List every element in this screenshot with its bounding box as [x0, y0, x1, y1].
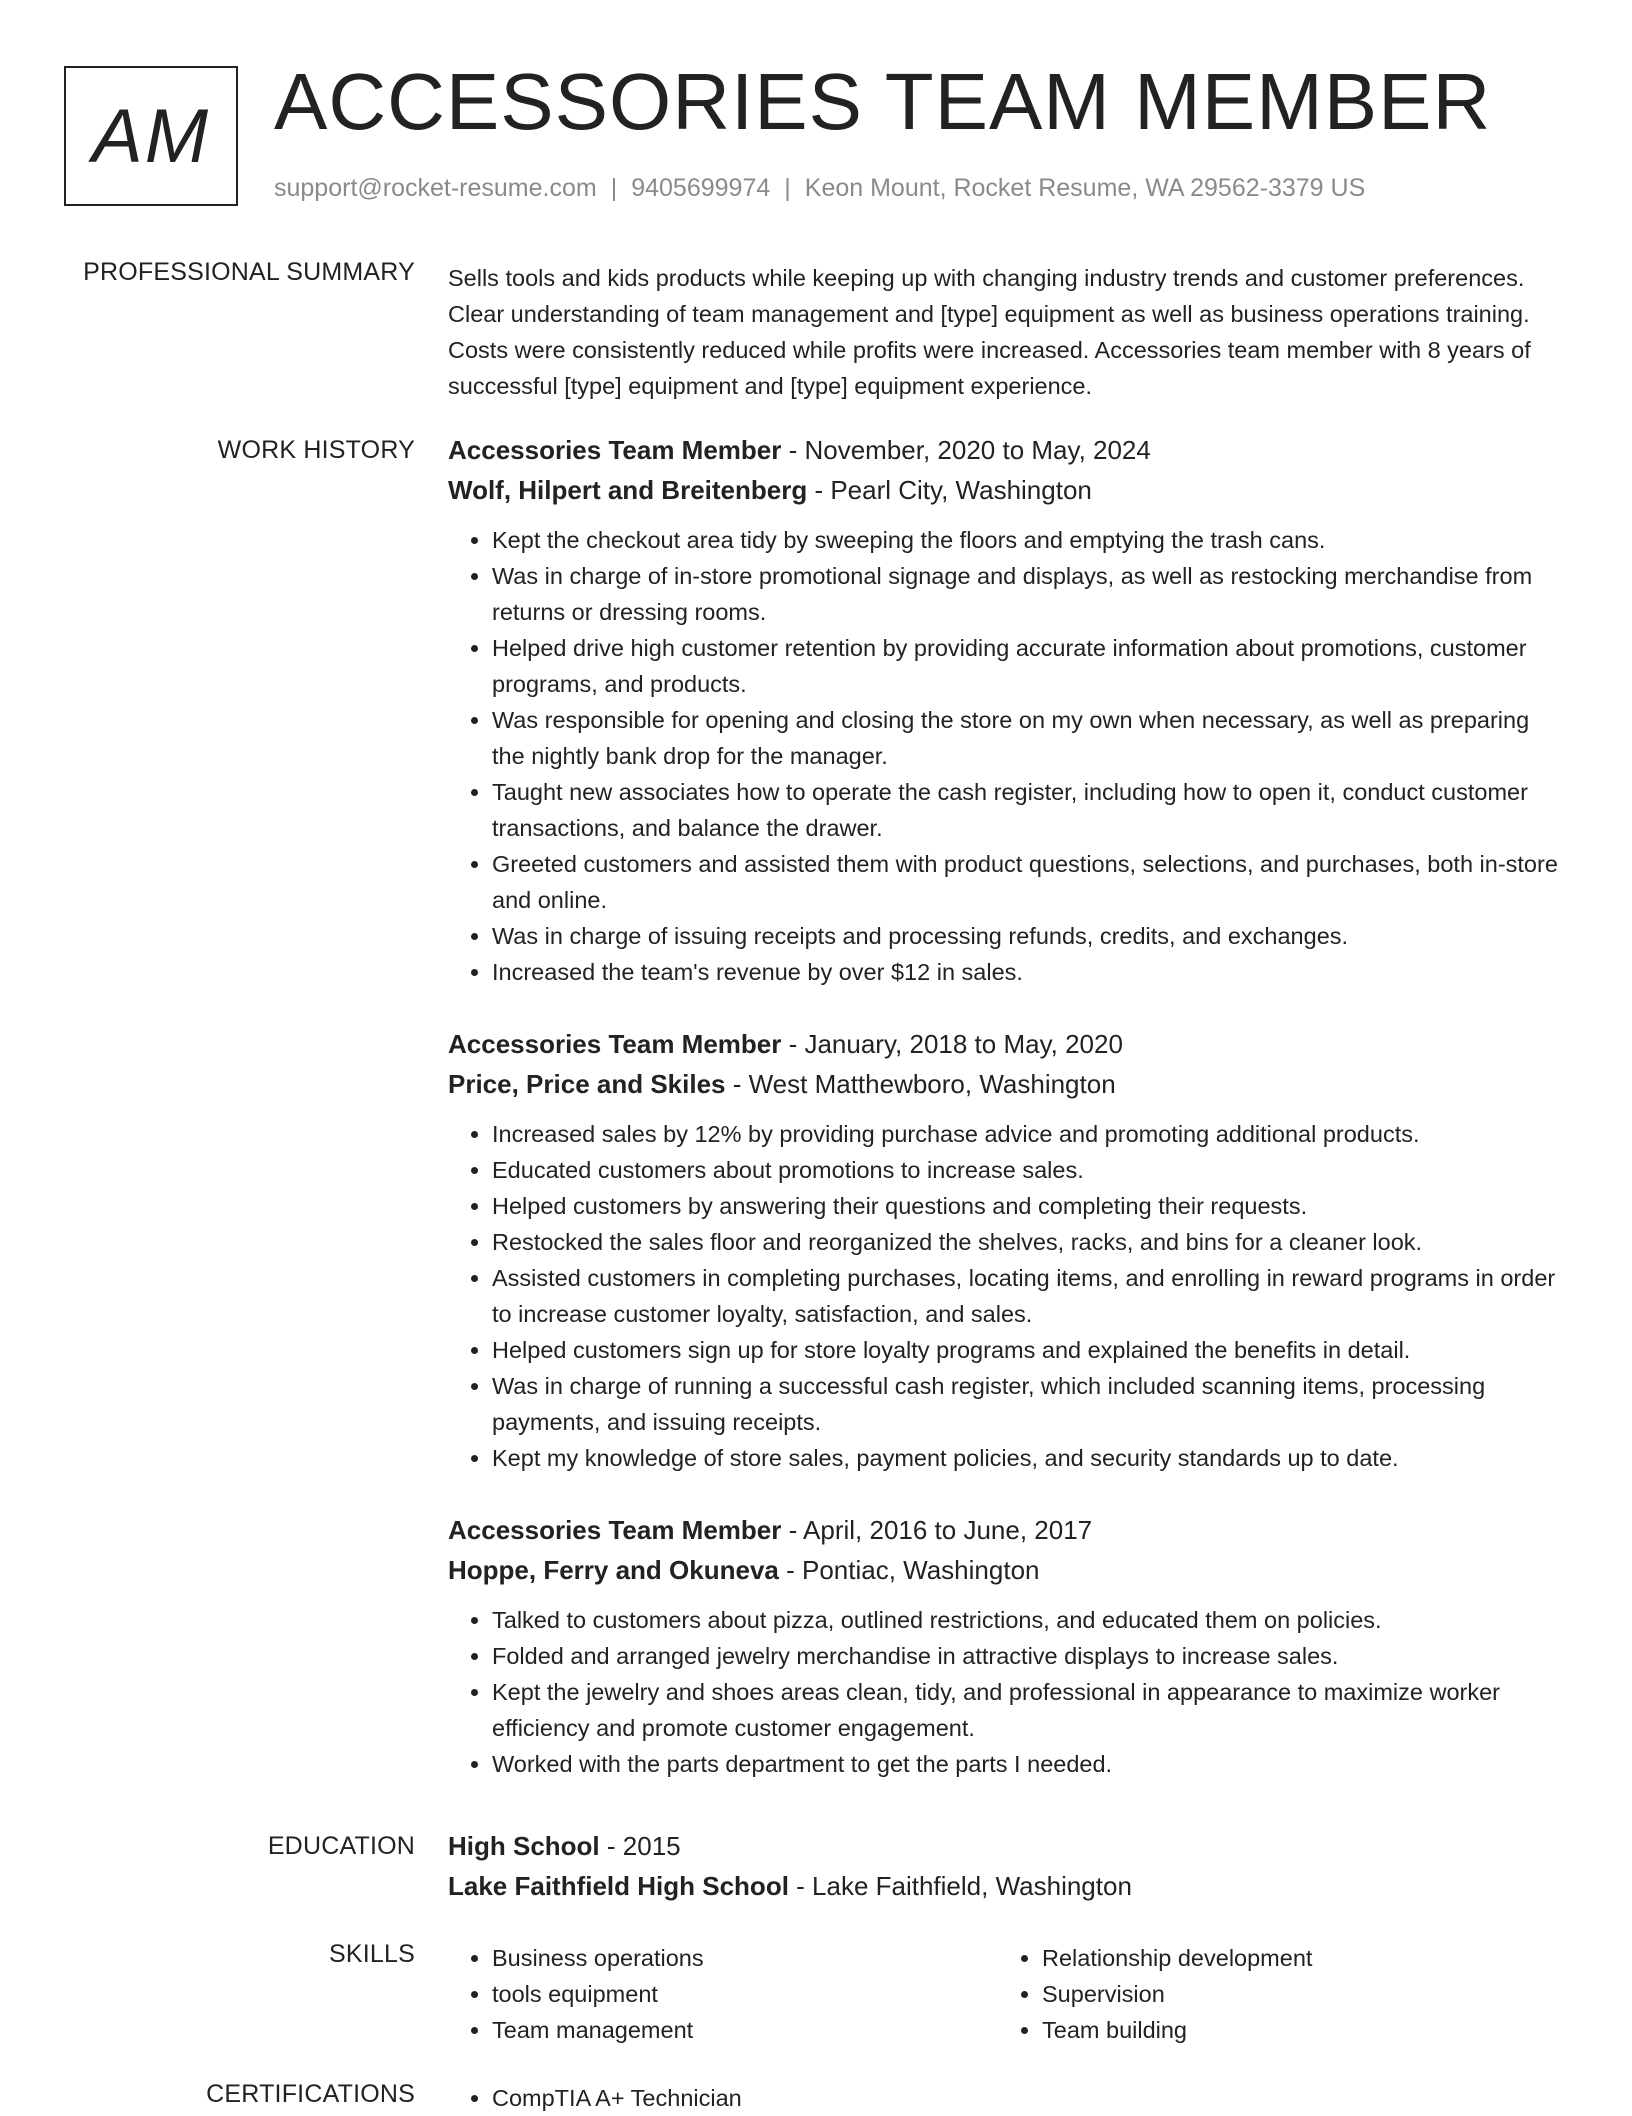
- job-entry: [448, 1024, 1568, 1476]
- education-body: [448, 1826, 1568, 1906]
- job-company-line: [448, 1550, 1568, 1590]
- job-location: - Pearl City, Washington: [807, 475, 1092, 505]
- contact-address: Keon Mount, Rocket Resume, WA 29562-3379 US: [804, 174, 1366, 202]
- job-title-line: [448, 1024, 1568, 1064]
- skills-grid: [448, 1940, 1568, 2048]
- job-entry: [448, 1510, 1568, 1782]
- list-item: • Taught new associates how to operate the cash register, including how to open it, conduct customer transactions, and balance the drawer.: [492, 774, 1568, 846]
- job-duties-list: [448, 1602, 1568, 1782]
- skill-item: • Team building: [1042, 2012, 1548, 2048]
- section-label-skills: SKILLS: [329, 1940, 415, 1968]
- skill-item: • Supervision: [1042, 1976, 1548, 2012]
- skill-item: • Relationship development: [1042, 1940, 1548, 1976]
- list-item: • Kept my knowledge of store sales, payment policies, and security standards up to date.: [492, 1440, 1568, 1476]
- job-location: - West Matthewboro, Washington: [725, 1069, 1116, 1099]
- contact-email: support@rocket-resume.com: [274, 174, 597, 202]
- resume-title: ACCESSORIES TEAM MEMBER: [274, 57, 1492, 146]
- education-school: Lake Faithfield High School: [448, 1871, 789, 1901]
- job-company: Hoppe, Ferry and Okuneva: [448, 1555, 779, 1585]
- job-duties-list: [448, 1116, 1568, 1476]
- education-degree-line: [448, 1826, 1568, 1866]
- section-label-summary: PROFESSIONAL SUMMARY: [83, 258, 415, 286]
- certifications-body: [448, 2080, 1568, 2116]
- list-item: • Educated customers about promotions to increase sales.: [492, 1152, 1568, 1188]
- list-item: • Was in charge of in-store promotional signage and displays, as well as restocking merchandise from returns or dressing rooms.: [492, 558, 1568, 630]
- list-item: • Talked to customers about pizza, outlined restrictions, and educated them on policies.: [492, 1602, 1568, 1638]
- job-company: Price, Price and Skiles: [448, 1069, 726, 1099]
- job-title-line: [448, 1510, 1568, 1550]
- job-entry: [448, 430, 1568, 990]
- list-item: • Assisted customers in completing purchases, locating items, and enrolling in reward programs in order to increase customer loyalty, satisfaction, and sales.: [492, 1260, 1568, 1332]
- skills-body: [448, 1940, 1568, 2048]
- list-item: • Kept the jewelry and shoes areas clean, tidy, and professional in appearance to maximize worker efficiency and promote customer engagement.: [492, 1674, 1568, 1746]
- certifications-list: [448, 2080, 998, 2116]
- job-title: Accessories Team Member: [448, 435, 782, 465]
- job-company-line: [448, 470, 1568, 510]
- list-item: • Greeted customers and assisted them with product questions, selections, and purchases, both in-store and online.: [492, 846, 1568, 918]
- list-item: • Folded and arranged jewelry merchandise in attractive displays to increase sales.: [492, 1638, 1568, 1674]
- job-company: Wolf, Hilpert and Breitenberg: [448, 475, 808, 505]
- job-title: Accessories Team Member: [448, 1029, 782, 1059]
- education-location: - Lake Faithfield, Washington: [788, 1871, 1132, 1901]
- education-degree: High School: [448, 1831, 600, 1861]
- list-item: • Helped customers sign up for store loyalty programs and explained the benefits in detail.: [492, 1332, 1568, 1368]
- skill-item: • tools equipment: [492, 1976, 998, 2012]
- contact-line: [274, 174, 1365, 203]
- skill-item: • Business operations: [492, 1940, 998, 1976]
- job-company-line: [448, 1064, 1568, 1104]
- list-item: • Restocked the sales floor and reorganized the shelves, racks, and bins for a cleaner look.: [492, 1224, 1568, 1260]
- contact-separator: |: [610, 174, 618, 202]
- list-item: • Was in charge of issuing receipts and processing refunds, credits, and exchanges.: [492, 918, 1568, 954]
- list-item: • Kept the checkout area tidy by sweeping the floors and emptying the trash cans.: [492, 522, 1568, 558]
- section-label-education: EDUCATION: [267, 1832, 415, 1860]
- contact-phone: 9405699974: [631, 174, 771, 202]
- skills-column-right: [998, 1940, 1548, 2048]
- job-dates: - November, 2020 to May, 2024: [781, 435, 1151, 465]
- contact-separator: |: [784, 174, 791, 202]
- skills-column-left: [448, 1940, 998, 2048]
- summary-text: Sells tools and kids products while keeping up with changing industry trends and customer preferences. Clear understanding of team management and [type] equipment as well as business operations training. Costs were consistently reduced while profits were increased. Accessories team member with 8 years of successful [type] equipment and [type] equipment experience.: [448, 265, 1531, 399]
- work-history-body: [448, 430, 1568, 1816]
- education-year: - 2015: [599, 1831, 681, 1861]
- job-duties-list: [448, 522, 1568, 990]
- job-dates: - January, 2018 to May, 2020: [781, 1029, 1123, 1059]
- job-dates: - April, 2016 to June, 2017: [781, 1515, 1093, 1545]
- list-item: • Increased sales by 12% by providing purchase advice and promoting additional products.: [492, 1116, 1568, 1152]
- education-school-line: [448, 1866, 1568, 1906]
- list-item: • Helped drive high customer retention by providing accurate information about promotions, customer programs, and products.: [492, 630, 1568, 702]
- initials-monogram: AM: [64, 66, 238, 206]
- list-item: • Worked with the parts department to get the parts I needed.: [492, 1746, 1568, 1782]
- skill-item: • Team management: [492, 2012, 998, 2048]
- section-label-certifications: CERTIFICATIONS: [206, 2080, 415, 2108]
- list-item: • Was in charge of running a successful cash register, which included scanning items, processing payments, and issuing receipts.: [492, 1368, 1568, 1440]
- job-location: - Pontiac, Washington: [778, 1555, 1040, 1585]
- list-item: • Was responsible for opening and closing the store on my own when necessary, as well as preparing the nightly bank drop for the manager.: [492, 702, 1568, 774]
- list-item: • Increased the team's revenue by over $12 in sales.: [492, 954, 1568, 990]
- list-item: • Helped customers by answering their questions and completing their requests.: [492, 1188, 1568, 1224]
- section-label-work-history: WORK HISTORY: [217, 436, 415, 464]
- certification-item: • CompTIA A+ Technician: [492, 2080, 998, 2116]
- job-title-line: [448, 430, 1568, 470]
- job-title: Accessories Team Member: [448, 1515, 782, 1545]
